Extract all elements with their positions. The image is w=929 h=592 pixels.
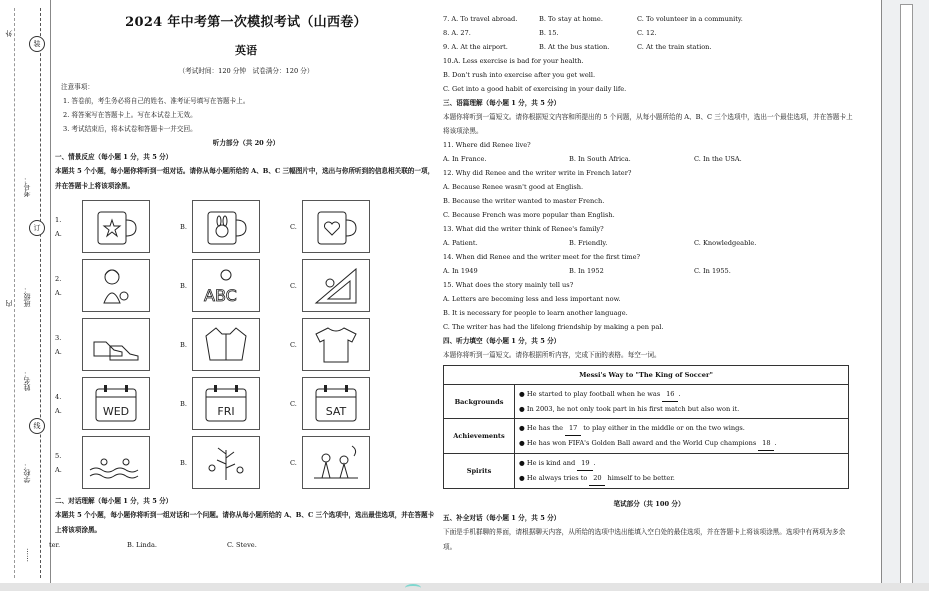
question-14-text: 14. When did Renee and the writer meet for the first time? [443,253,641,261]
written-part-title: 笔试部分（共 100 分） [613,500,685,508]
mug-rabbit-icon [192,200,260,253]
calendar-day-text: FRI [217,404,235,418]
binding-mark-xian: 线 [29,418,45,434]
table-row [444,454,849,489]
listening-part-title: 听力部分（共 20 分） [212,139,280,147]
option-a[interactable]: A. In France. [443,155,487,163]
option-a[interactable]: A. In 1949 [443,267,478,275]
option-c[interactable]: C. In the USA. [694,155,742,163]
gutter-school-label: 学校： [23,462,31,483]
option-b[interactable]: B. In 1952 [569,267,604,275]
gutter-dots: …… [22,548,30,562]
option-b[interactable]: B. 15. [539,29,559,37]
section-3-title: 三、语篇理解（每小题 1 分，共 5 分） [443,99,561,107]
option-b-label: B. [180,222,187,231]
question-number: 2. A. [55,274,62,297]
option-c-label: C. [290,281,297,290]
option-b[interactable] [180,318,290,371]
option-b-label: B. [180,458,187,467]
question-15-option-c[interactable]: C. The writer has had the lifelong friendship by making a pen pal. [443,323,664,331]
question-12-option-c[interactable]: C. Because French was more popular than English. [443,211,615,219]
option-c[interactable]: C. At the train station. [637,43,712,51]
option-b[interactable]: B. Linda. [127,541,158,549]
option-b[interactable]: B. To stay at home. [539,15,603,23]
option-a[interactable] [70,436,180,489]
picture-row-4 [55,374,437,433]
line-text: ● He has won FIFA's Golden Ball award and the World Cup champions [519,439,759,447]
question-9-options [443,40,855,54]
scrollbar-track[interactable] [900,4,913,586]
picture-row-1 [55,197,437,256]
horizontal-scrollbar[interactable] [0,583,929,591]
messi-fill-table [443,365,849,489]
section-4-instructions: 本题你将听到一篇短文。请你根据所听内容，完成下面的表格。每空一词。 [443,351,661,359]
exam-title: 2024 年中考第一次模拟考试（山西卷） [125,15,367,30]
row-label: Spirits [444,454,515,489]
triangle-ruler-icon [302,259,370,312]
swimming-icon [82,436,150,489]
row-content [515,385,849,419]
option-b[interactable] [180,259,290,312]
svg-text:ABC: ABC [204,285,237,305]
calendar-icon [192,377,260,430]
option-a[interactable]: 8. A. 27. [443,29,471,37]
gutter-number-label: 考号： [23,176,31,197]
abc-letters-icon [192,259,260,312]
option-c[interactable]: C. Knowledgeable. [694,239,757,247]
option-a[interactable] [70,377,180,430]
calendar-icon [302,377,370,430]
row-content [515,454,849,489]
gutter-inner-label: 内 [5,300,13,307]
row-label: Achievements [444,419,515,454]
question-number: 1. A. [55,215,62,238]
option-c[interactable]: C. In 1955. [694,267,731,275]
answer-blank-20[interactable]: 20 [589,471,605,486]
option-b-label: B. [180,340,187,349]
option-a[interactable]: 9. A. At the airport. [443,43,508,51]
option-c-label: C. [290,222,297,231]
gutter-name-label: 姓名： [23,370,31,391]
section-1-title: 一、情景反应（每小题 1 分，共 5 分） [55,153,173,161]
question-8-options [443,26,855,40]
option-a[interactable]: ter. [49,541,61,549]
question-15-option-b[interactable]: B. It is necessary for people to learn another language. [443,309,628,317]
line-text: . [678,390,681,398]
question-12-text: 12. Why did Renee and the writer write in French later? [443,169,632,177]
section-2-title: 二、对话理解（每小题 1 分，共 5 分） [55,497,173,505]
answer-blank-18[interactable]: 18 [758,436,774,451]
table-title: Messi's Way to "The King of Soccer" [444,366,849,385]
question-15-option-a[interactable]: A. Letters are becoming less and less important now. [443,295,621,303]
notes-item: 3. 考试结束后，将本试卷和答题卡一并交回。 [63,125,197,133]
exam-time-info: （考试时间：120 分钟 试卷满分：120 分） [178,67,314,75]
right-column [443,12,855,555]
option-c[interactable] [290,377,400,430]
row-label: Backgrounds [444,385,515,419]
section-5-title: 五、补全对话（每小题 1 分，共 5 分） [443,514,561,522]
question-number: 5. A. [55,451,62,474]
option-a[interactable] [70,259,180,312]
option-c[interactable] [290,318,400,371]
line-text: ● He has the [519,424,566,432]
inner-dashed-line [40,8,41,578]
question-number: 3. A. [55,333,62,356]
calendar-icon [82,377,150,430]
table-row [444,385,849,419]
option-c[interactable]: C. To volunteer in a community. [637,15,743,23]
gutter-class-label: 班级： [23,286,31,307]
outer-dashed-line [14,8,15,578]
question-7-options [443,12,855,26]
jacket-icon [192,318,260,371]
option-c[interactable]: C. 12. [637,29,657,37]
question-12-option-b[interactable]: B. Because the writer wanted to master French. [443,197,605,205]
option-c[interactable] [290,436,400,489]
line-text: . [593,459,596,467]
section-2-instructions: 本题共 5 个小题，每小题你将听到一组对话和一个问题。请你从每小题所给的 A、B、C 三个选项中，选出最佳选项，并在答题卡上将该项涂黑。 [55,511,435,534]
section-3-instructions: 本题你将听到一篇短文。请你根据短文内容和所提出的 5 个问题，从每小题所给的 A、B、C 三个选项中，选出一个最佳选项，并在答题卡上将该项涂黑。 [443,113,853,135]
section-5-instructions: 下面是手机群聊的界面，请根据聊天内容，从所给的选项中选出能填入空白处的最佳选项，并在答题卡上将该项涂黑。选项中有两项为多余项。 [443,528,846,551]
option-a[interactable]: 7. A. To travel abroad. [443,15,518,23]
option-c-label: C. [290,340,297,349]
question-15-text: 15. What does the story mainly tell us? [443,281,574,289]
sneakers-icon [82,318,150,371]
girl-apple-icon [82,259,150,312]
line-text: ● He started to play football when he was [519,390,663,398]
binding-gutter [0,0,51,591]
line-text: ● He always tries to [519,474,590,482]
option-b[interactable] [180,377,290,430]
notes-heading: 注意事项： [61,83,94,91]
answer-blank-19[interactable]: 19 [577,456,593,471]
mug-star-icon [82,200,150,253]
notes-block [61,80,437,136]
question-11-text: 11. Where did Renee live? [443,141,531,149]
option-c-label: C. [290,458,297,467]
option-b-label: B. [180,399,187,408]
calendar-day-text: WED [102,404,130,418]
tree-planting-icon [192,436,260,489]
question-14-options [443,264,855,278]
section-1-instructions: 本题共 5 个小题，每小题你将听到一组对话。请你从每小题所给的 A、B、C 三幅图片中，选出与你所听到的信息相关联的一项，并在答题卡上将该项涂黑。 [55,167,435,190]
option-b[interactable] [180,436,290,489]
option-a[interactable] [70,200,180,253]
option-a[interactable] [70,318,180,371]
question-10-option-a[interactable]: 10.A. Less exercise is bad for your health. [443,57,584,65]
binding-mark-zhuang: 装 [29,36,45,52]
option-b[interactable] [180,200,290,253]
picture-row-5 [55,433,437,492]
option-b[interactable]: B. In South Africa. [569,155,631,163]
option-c[interactable] [290,259,400,312]
row-content [515,419,849,454]
option-b[interactable]: B. Friendly. [569,239,608,247]
picture-row-3 [55,315,437,374]
left-column [49,10,437,552]
picnic-icon [302,436,370,489]
option-b-label: B. [180,281,187,290]
notes-item: 1. 答卷前，考生务必将自己的姓名、准考证号填写在答题卡上。 [63,97,250,105]
section-4-title: 四、听力填空（每小题 1 分，共 5 分） [443,337,561,345]
answer-blank-17[interactable]: 17 [565,421,581,436]
line-text: to play either in the middle or on the two wings. [581,424,745,432]
question-11-options [443,152,855,166]
notes-item: 2. 将答案写在答题卡上。写在本试卷上无效。 [63,111,197,119]
question-13-options [443,236,855,250]
calendar-day-text: SAT [325,404,347,418]
option-c-label: C. [290,399,297,408]
tshirt-icon [302,318,370,371]
table-row [444,419,849,454]
picture-row-2 [55,256,437,315]
option-b[interactable]: B. At the bus station. [539,43,610,51]
subject-title: 英语 [235,44,257,57]
option-a[interactable]: A. Patient. [443,239,478,247]
answer-blank-16[interactable]: 16 [662,387,678,402]
question-12-option-a[interactable]: A. Because Renee wasn't good at English. [443,183,584,191]
question-13-text: 13. What did the writer think of Renee's family? [443,225,604,233]
question-number: 4. A. [55,392,62,415]
line-text: . [774,439,777,447]
line-text: ● He is kind and [519,459,578,467]
line-text: himself to be better. [605,474,675,482]
option-c[interactable]: C. Steve. [227,541,257,549]
mug-heart-icon [302,200,370,253]
question-10-option-b[interactable]: B. Don't rush into exercise after you get well. [443,71,596,79]
picture-question-grid [55,197,437,492]
option-c[interactable] [290,200,400,253]
question-6-options [49,538,437,552]
line-text: ● In 2003, he not only took part in his first match but also won it. [519,405,740,413]
gutter-outer-label: 外 [5,30,13,37]
right-scrollbar-panel[interactable] [881,0,929,591]
binding-mark-ding: 订 [29,220,45,236]
question-10-option-c[interactable]: C. Get into a good habit of exercising in your daily life. [443,85,627,93]
